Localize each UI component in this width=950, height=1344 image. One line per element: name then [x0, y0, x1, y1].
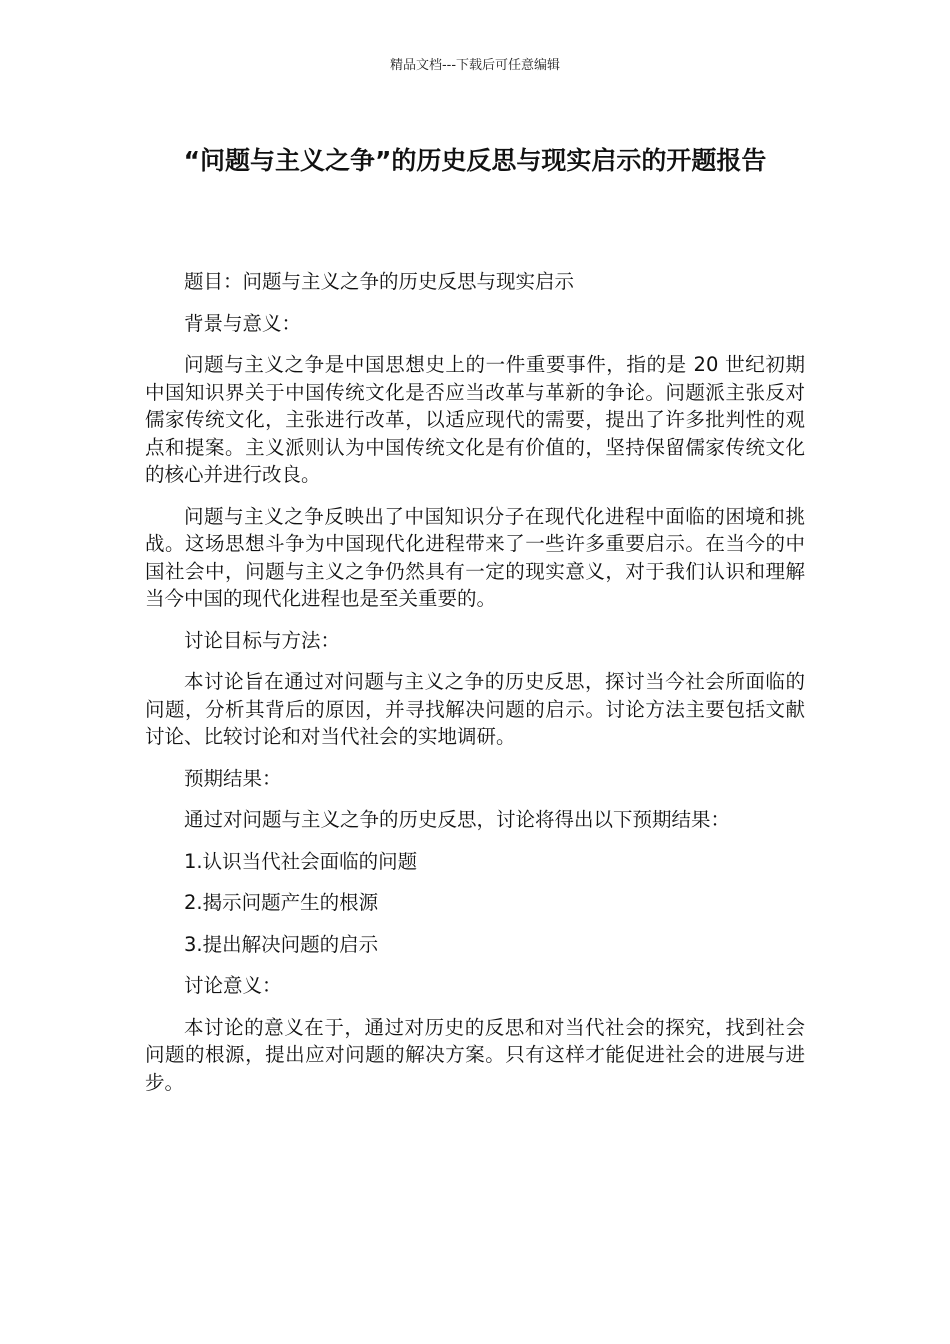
document-title: “问题与主义之争”的历史反思与现实启示的开题报告	[183, 146, 767, 175]
section-heading-significance: 讨论意义：	[184, 974, 282, 997]
list-item-result-1: 1.认识当代社会面临的问题	[184, 849, 418, 873]
paragraph-background-2: 问题与主义之争反映出了中国知识分子在现代化进程中面临的困境和挑战。这场思想斗争为中国现代化进程带来了一些许多重要启示。在当今的中国社会中，问题与主义之争仍然具有一定的现实意义，对于我们认识和理解当今中国的现代化进程也是至关重要的。	[145, 504, 805, 610]
paragraph-significance: 本讨论的意义在于，通过对历史的反思和对当代社会的探究，找到社会问题的根源，提出应对问题的解决方案。只有这样才能促进社会的进展与进步。	[145, 1015, 805, 1094]
paragraph-results-intro: 通过对问题与主义之争的历史反思，讨论将得出以下预期结果：	[184, 808, 731, 831]
list-item-result-3: 3.提出解决问题的启示	[184, 932, 379, 956]
section-heading-goals: 讨论目标与方法：	[184, 628, 341, 652]
section-heading-results: 预期结果：	[184, 766, 282, 790]
paragraph-topic: 题目：问题与主义之争的历史反思与现实启示	[184, 270, 575, 293]
list-item-result-2: 2.揭示问题产生的根源	[184, 891, 379, 914]
page-header: 精品文档---下载后可任意编辑	[389, 58, 561, 73]
section-heading-background: 背景与意义：	[184, 311, 302, 335]
document-body	[145, 268, 805, 1110]
paragraph-goals: 本讨论旨在通过对问题与主义之争的历史反思，探讨当今社会所面临的问题，分析其背后的原因，并寻找解决问题的启示。讨论方法主要包括文献讨论、比较讨论和对当代社会的实地调研。	[145, 670, 805, 748]
paragraph-background-1: 问题与主义之争是中国思想史上的一件重要事件，指的是 20 世纪初期中国知识界关于中国传统文化是否应当改革与革新的争论。问题派主张反对儒家传统文化，主张进行改革，以适应现代的需要，提出了许多批判性的观点和提案。主义派则认为中国传统文化是有价值的，坚持保留儒家传统文化的核心并进行改良。	[145, 353, 805, 486]
